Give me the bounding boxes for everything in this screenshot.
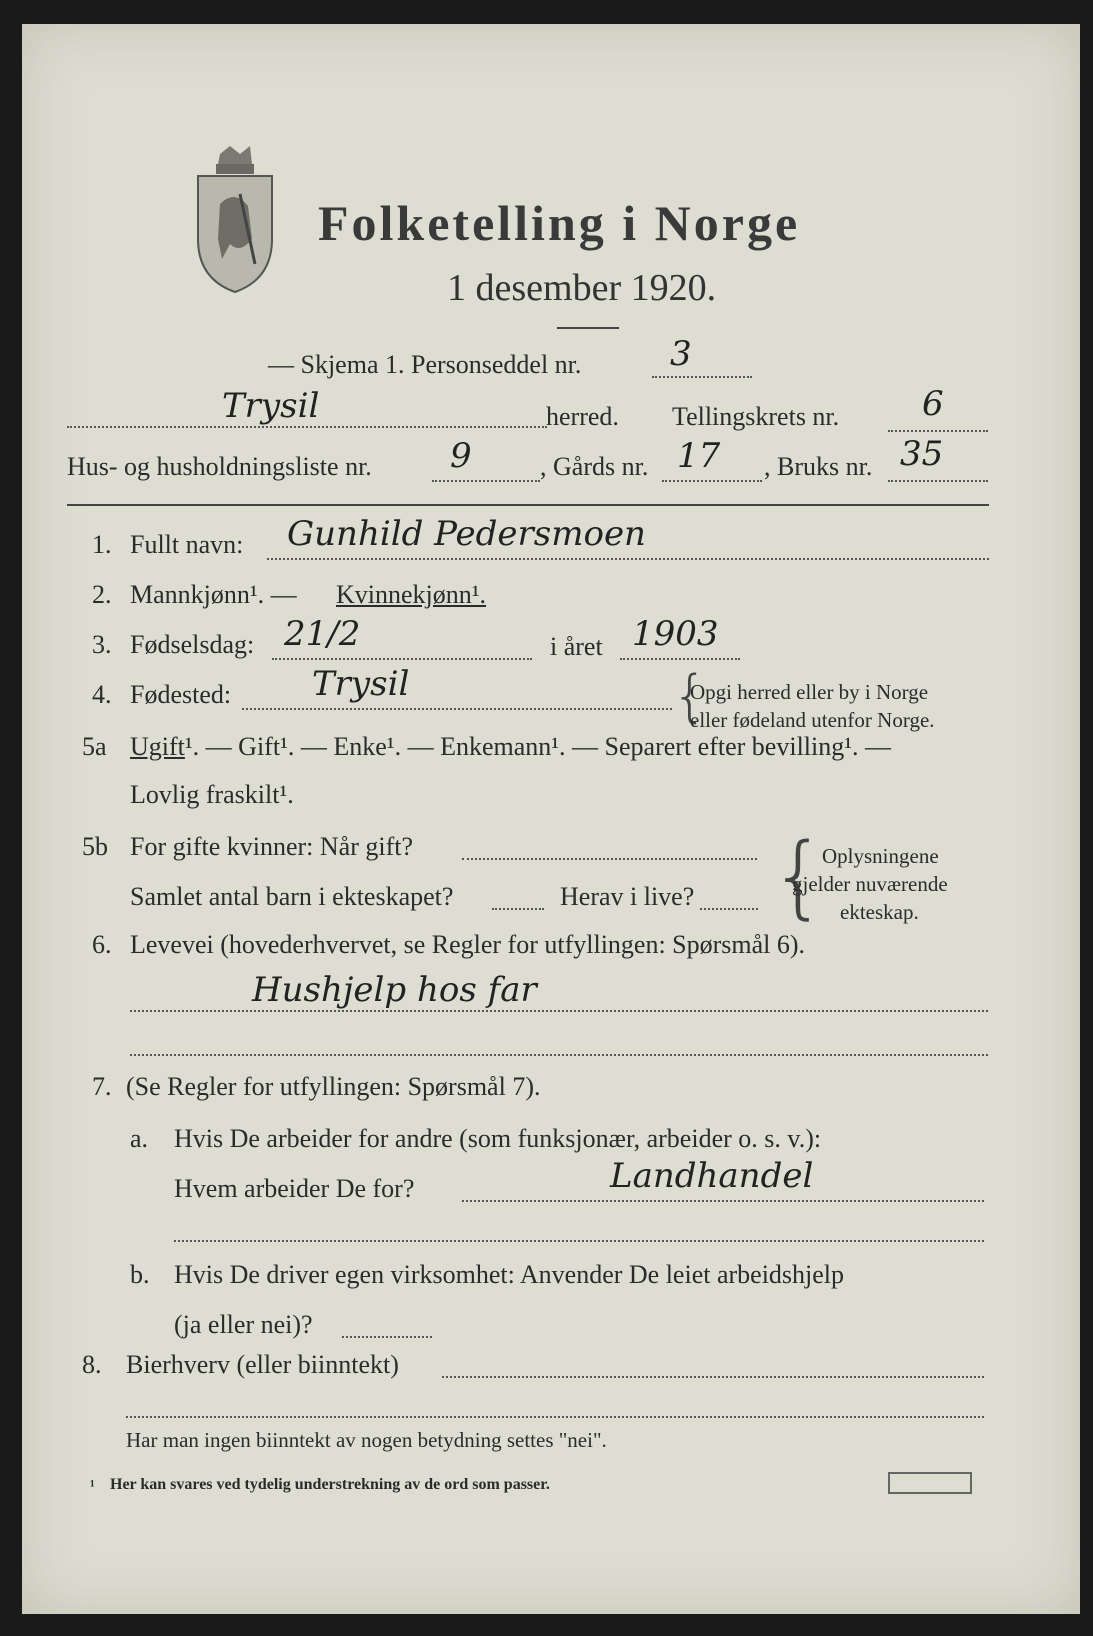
q5a-options: ¹. — Gift¹. — Enke¹. — Enkemann¹. — Separert efter bevilling¹. — bbox=[184, 732, 892, 761]
q7a-line-1 bbox=[462, 1200, 984, 1202]
birthplace-value[interactable]: Trysil bbox=[312, 664, 410, 704]
q5b-label-3: Herav i live? bbox=[560, 882, 695, 911]
q4-number: 4. bbox=[92, 680, 112, 709]
q7a-line-2 bbox=[174, 1240, 984, 1242]
q7b-label-2: (ja eller nei)? bbox=[174, 1310, 313, 1339]
personseddel-number[interactable]: 3 bbox=[670, 334, 692, 374]
q8-line-2 bbox=[126, 1416, 984, 1418]
q6-line-1 bbox=[130, 1010, 988, 1012]
q2-female: Kvinnekjønn¹. bbox=[336, 580, 487, 609]
q1-label: Fullt navn: bbox=[130, 530, 244, 559]
q5b-note-2: gjelder nuværende bbox=[792, 872, 948, 896]
hus-line bbox=[432, 480, 540, 482]
q1-number: 1. bbox=[92, 530, 112, 559]
q3-day-line bbox=[272, 658, 532, 660]
q5b-note-3: ekteskap. bbox=[840, 900, 919, 924]
gards-value[interactable]: 17 bbox=[677, 436, 721, 476]
header-rule bbox=[67, 504, 989, 506]
q2-number: 2. bbox=[92, 580, 112, 609]
skjema-line bbox=[652, 376, 752, 378]
q6-number: 6. bbox=[92, 930, 112, 959]
q7-number: 7. bbox=[92, 1072, 112, 1101]
q7a-label-2: Hvem arbeider De for? bbox=[174, 1174, 415, 1203]
q4-line bbox=[242, 708, 672, 710]
gards-label: , Gårds nr. bbox=[540, 452, 649, 481]
q8-label: Bierhverv (eller biinntekt) bbox=[126, 1350, 399, 1379]
q4-note-1: Opgi herred eller by i Norge bbox=[690, 680, 929, 704]
q3-label: Fødselsdag: bbox=[130, 630, 255, 659]
q5a-line-2: Lovlig fraskilt¹. bbox=[130, 780, 294, 809]
q5b-line-2 bbox=[492, 908, 544, 910]
q7b-label: Hvis De driver egen virksomhet: Anvender De leiet arbeidshjelp bbox=[174, 1260, 845, 1289]
q5b-line-3 bbox=[700, 908, 758, 910]
q5a-number: 5a bbox=[82, 732, 107, 761]
tellingskrets-value[interactable]: 6 bbox=[922, 384, 944, 424]
bruks-label: , Bruks nr. bbox=[764, 452, 873, 481]
q5b-note-1: Oplysningene bbox=[822, 844, 939, 868]
gards-line bbox=[662, 480, 762, 482]
q4-brace: { bbox=[672, 664, 708, 729]
q7b-line bbox=[342, 1336, 432, 1338]
herred-line bbox=[67, 426, 547, 428]
q5a-ugift: Ugift bbox=[130, 732, 185, 761]
tellingskrets-line bbox=[888, 430, 988, 432]
q4-label: Fødested: bbox=[130, 680, 232, 709]
employer-value[interactable]: Landhandel bbox=[610, 1156, 814, 1196]
q5b-line-1 bbox=[462, 858, 757, 860]
footer-note: Har man ingen biinntekt av nogen betydning settes "nei". bbox=[126, 1428, 607, 1452]
bruks-line bbox=[888, 480, 988, 482]
q5b-brace: { bbox=[770, 824, 828, 929]
footnote-text: Her kan svares ved tydelig understrekning av de ord som passer. bbox=[110, 1476, 550, 1493]
q1-line bbox=[267, 558, 989, 560]
husholdningsliste-value[interactable]: 9 bbox=[450, 436, 472, 476]
q3-year-label: i året bbox=[550, 632, 603, 661]
q3-number: 3. bbox=[92, 630, 112, 659]
q6-label: Levevei (hovederhvervet, se Regler for utfyllingen: Spørsmål 6). bbox=[130, 930, 806, 959]
skjema-label: — Skjema 1. Personseddel nr. bbox=[268, 350, 582, 379]
q3-year-line bbox=[620, 658, 740, 660]
q7a-number: a. bbox=[130, 1124, 149, 1153]
q5b-label: For gifte kvinner: Når gift? bbox=[130, 832, 414, 861]
q4-note-2: eller fødeland utenfor Norge. bbox=[690, 708, 935, 732]
q7b-number: b. bbox=[130, 1260, 150, 1289]
full-name-value[interactable]: Gunhild Pedersmoen bbox=[287, 514, 646, 554]
census-date: 1 desember 1920. bbox=[447, 267, 717, 309]
q5b-label-2: Samlet antal barn i ekteskapet? bbox=[130, 882, 454, 911]
title-divider bbox=[557, 327, 619, 329]
footnote-mark: ¹ bbox=[90, 1478, 95, 1495]
herred-label: herred. bbox=[546, 402, 619, 431]
q6-line-2 bbox=[130, 1054, 988, 1056]
q2-male: Mannkjønn¹. — bbox=[130, 580, 297, 609]
bruks-value[interactable]: 35 bbox=[900, 434, 944, 474]
q7a-label: Hvis De arbeider for andre (som funksjonær, arbeider o. s. v.): bbox=[174, 1124, 822, 1153]
birth-year-value[interactable]: 1903 bbox=[632, 614, 719, 654]
q7-label: (Se Regler for utfyllingen: Spørsmål 7). bbox=[126, 1072, 541, 1101]
q5b-number: 5b bbox=[82, 832, 108, 861]
herred-value[interactable]: Trysil bbox=[222, 386, 320, 426]
form-title: Folketelling i Norge bbox=[318, 195, 801, 251]
q8-line-1 bbox=[442, 1376, 984, 1378]
tellingskrets-label: Tellingskrets nr. bbox=[672, 402, 840, 431]
occupation-value[interactable]: Hushjelp hos far bbox=[252, 970, 537, 1010]
coat-of-arms-icon bbox=[190, 144, 280, 294]
q8-number: 8. bbox=[82, 1350, 102, 1379]
q5a-line-1 bbox=[130, 732, 891, 762]
husholdningsliste-label: Hus- og husholdningsliste nr. bbox=[67, 452, 372, 481]
printer-stamp bbox=[888, 1472, 972, 1494]
census-form bbox=[22, 24, 1080, 1614]
birth-day-value[interactable]: 21/2 bbox=[284, 614, 361, 654]
